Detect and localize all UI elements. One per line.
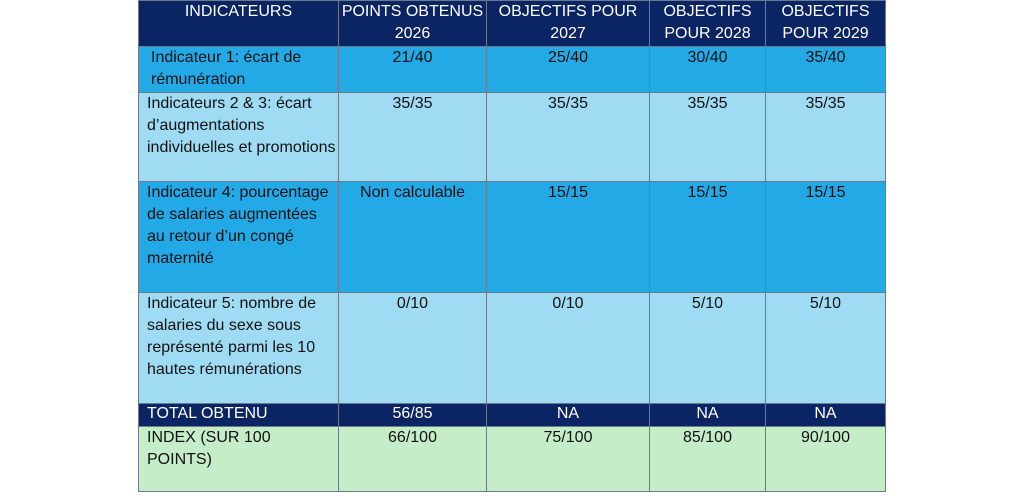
header-objectifs-2029: OBJECTIFS POUR 2029 bbox=[766, 1, 886, 47]
cell-2027: 75/100 bbox=[487, 427, 650, 492]
cell-2026: 56/85 bbox=[339, 404, 487, 427]
cell-2027: 25/40 bbox=[487, 47, 650, 93]
cell-2029: NA bbox=[766, 404, 886, 427]
table-row bbox=[139, 47, 886, 93]
cell-2026: 0/10 bbox=[339, 293, 487, 404]
cell-2029: 15/15 bbox=[766, 182, 886, 293]
header-points-2026: POINTS OBTENUS 2026 bbox=[339, 1, 487, 47]
table-row bbox=[139, 93, 886, 182]
indicator-label: Indicateur 4: pourcentage de salaries augmentées au retour d’un congé maternité bbox=[139, 182, 339, 293]
cell-2026: 66/100 bbox=[339, 427, 487, 492]
index-label: INDEX (SUR 100 POINTS) bbox=[139, 427, 339, 492]
cell-2028: 15/15 bbox=[650, 182, 766, 293]
cell-2027: 35/35 bbox=[487, 93, 650, 182]
table-header-row bbox=[139, 1, 886, 47]
indicators-table bbox=[138, 0, 886, 492]
table-row bbox=[139, 182, 886, 293]
indicator-label: Indicateurs 2 & 3: écart d’augmentations individuelles et promotions bbox=[139, 93, 339, 182]
cell-2029: 90/100 bbox=[766, 427, 886, 492]
header-indicateurs: INDICATEURS bbox=[139, 1, 339, 47]
index-row bbox=[139, 427, 886, 492]
cell-2029: 35/35 bbox=[766, 93, 886, 182]
indicator-label: Indicateur 5: nombre de salaries du sexe sous représenté parmi les 10 hautes rémunérations bbox=[139, 293, 339, 404]
cell-2026: 35/35 bbox=[339, 93, 487, 182]
cell-2029: 35/40 bbox=[766, 47, 886, 93]
cell-2028: 30/40 bbox=[650, 47, 766, 93]
indicator-label: Indicateur 1: écart de rémunération bbox=[139, 47, 339, 93]
total-row bbox=[139, 404, 886, 427]
total-label: TOTAL OBTENU bbox=[139, 404, 339, 427]
cell-2029: 5/10 bbox=[766, 293, 886, 404]
header-objectifs-2027: OBJECTIFS POUR 2027 bbox=[487, 1, 650, 47]
cell-2026: Non calculable bbox=[339, 182, 487, 293]
cell-2028: 35/35 bbox=[650, 93, 766, 182]
cell-2028: 85/100 bbox=[650, 427, 766, 492]
cell-2028: 5/10 bbox=[650, 293, 766, 404]
header-objectifs-2028: OBJECTIFS POUR 2028 bbox=[650, 1, 766, 47]
cell-2028: NA bbox=[650, 404, 766, 427]
cell-2026: 21/40 bbox=[339, 47, 487, 93]
cell-2027: NA bbox=[487, 404, 650, 427]
cell-2027: 0/10 bbox=[487, 293, 650, 404]
cell-2027: 15/15 bbox=[487, 182, 650, 293]
table-row bbox=[139, 293, 886, 404]
